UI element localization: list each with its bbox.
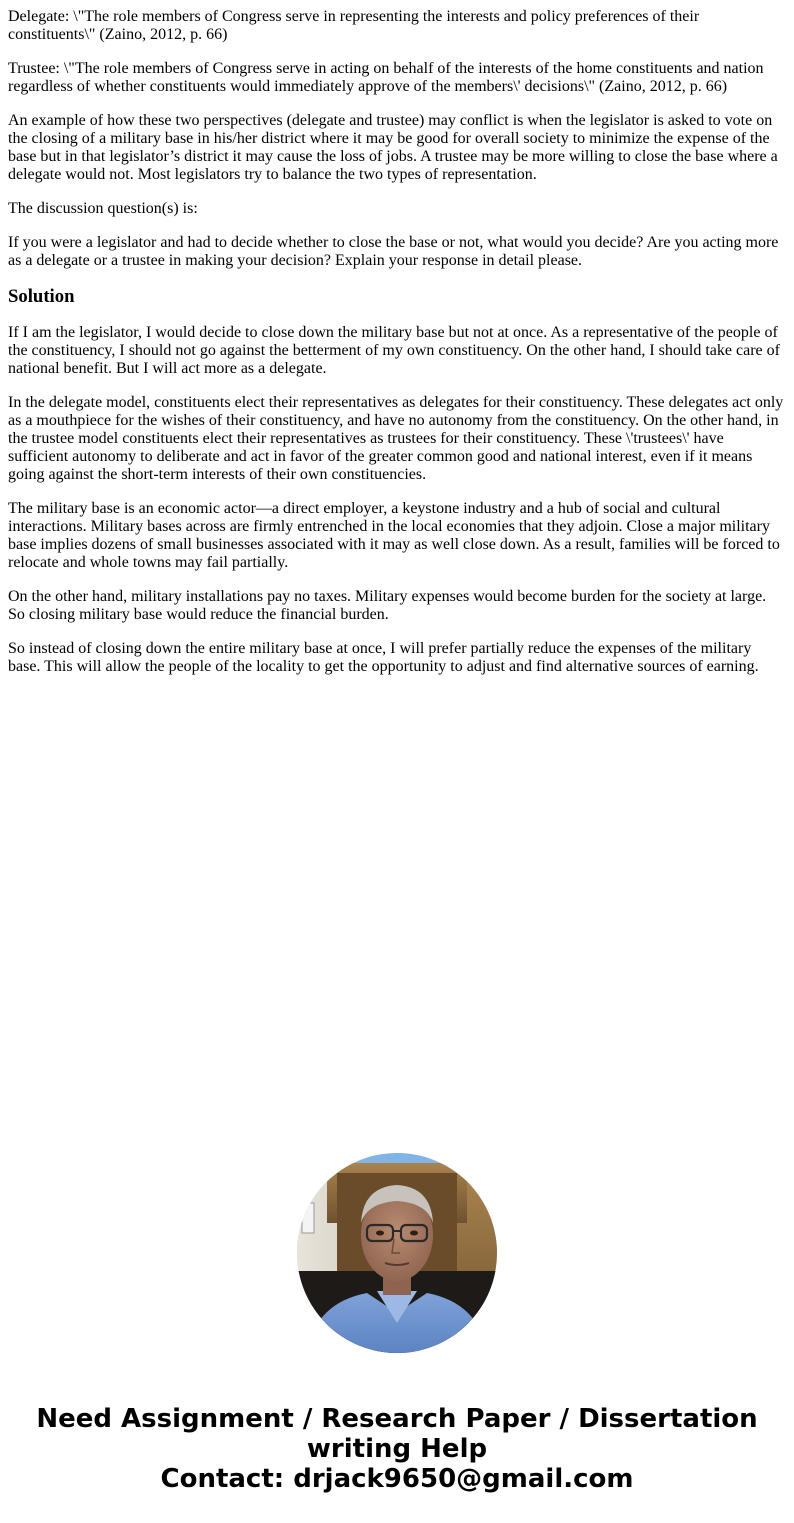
question-example-paragraph: An example of how these two perspectives (delegate and trustee) may conflict is when the legislator is asked to vote on the closing of a military base in his/her district where it may be good for overall society to minimize the expense of the base but in that legislator’s district it may cause the loss of jobs. A trustee may be more willing to close the base where a delegate would not. Most legislators try to balance the two types of representation. [8, 112, 778, 183]
solution-heading: Solution [8, 286, 75, 307]
solution-paragraph-models: In the delegate model, constituents elect their representatives as delegates for their constituency. These delegates act only as a mouthpiece for the wishes of their constituency, and have no autonomy from the constituency. On the other hand, in the trustee model constituents elect their representatives as trustees for their constituency. These \'trustees\' have sufficient autonomy to deliberate and act in favor of the greater common good and national interest, even if it means going against the short-term interests of their own constituencies. [8, 394, 784, 483]
question-delegate-definition: Delegate: \"The role members of Congress serve in representing the interests and policy preferences of their constituents\" (Zaino, 2012, p. 66) [8, 8, 700, 43]
solution-paragraph-conclusion: So instead of closing down the entire military base at once, I will prefer partially reduce the expenses of the military base. This will allow the people of the locality to get the opportunity to adjust and find alternative sources of earning. [8, 640, 759, 675]
author-portrait-image [297, 1153, 497, 1353]
document-body [8, 8, 786, 692]
solution-paragraph-economic-actor: The military base is an economic actor—a direct employer, a keystone industry and a hub of social and cultural interactions. Military bases across are firmly entrenched in the local economies that they adjoin. Close a major military base implies dozens of small businesses associated with it may as well close down. As a result, families will be forced to relocate and whole towns may fail partially. [8, 500, 780, 571]
author-avatar [297, 1153, 497, 1353]
solution-paragraph-decision: If I am the legislator, I would decide to close down the military base but not at once. As a representative of the people of the constituency, I should not go against the betterment of my own constituency. On the other hand, I should take care of national benefit. But I will act more as a delegate. [8, 324, 780, 377]
question-discussion-prompt: If you were a legislator and had to decide whether to close the base or not, what would you decide? Are you acting more as a delegate or a trustee in making your decision? Explain your response in detail please. [8, 234, 779, 269]
question-discussion-intro: The discussion question(s) is: [8, 200, 198, 217]
promo-banner [0, 1404, 794, 1494]
solution-paragraph-taxes: On the other hand, military installations pay no taxes. Military expenses would become burden for the society at large. So closing military base would reduce the financial burden. [8, 588, 767, 623]
promo-contact-email[interactable]: Contact: drjack9650@gmail.com [160, 1464, 634, 1494]
promo-headline: Need Assignment / Research Paper / Dissertation writing Help [36, 1404, 758, 1464]
question-trustee-definition: Trustee: \"The role members of Congress serve in acting on behalf of the interests of the home constituents and nation regardless of whether constituents would immediately approve of the members\' decisions\" (Zaino, 2012, p. 66) [8, 60, 764, 95]
